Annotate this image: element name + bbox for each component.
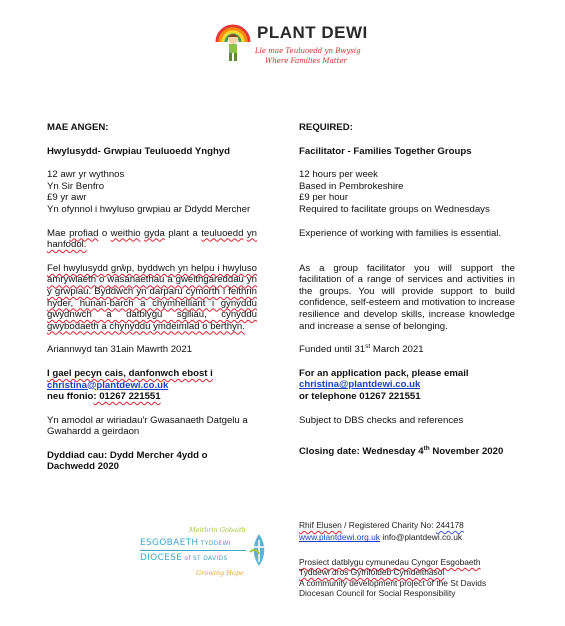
english-email-link[interactable]: christina@plantdewi.co.uk	[299, 379, 421, 391]
english-dbs: Subject to DBS checks and references	[299, 414, 464, 426]
project-english-line2: Diocesan Council for Social Responsibility	[299, 588, 456, 599]
brand-name: PLANT DEWI	[257, 23, 368, 42]
tagline-english: Where Families Matter	[265, 57, 347, 65]
website-link[interactable]: www.plantdewi.org.uk	[299, 532, 380, 543]
rainbow-child-icon	[213, 12, 253, 64]
diocese-english-name: DIOCESE of ST DAVIDS	[140, 553, 228, 563]
english-column	[299, 122, 515, 458]
footer-info	[299, 520, 529, 598]
english-description: As a group facilitator you will support the facilitation of a range of services and activities in the groups. You will provide support to build confidence, self-esteem and motivation to increase resilience and develop skills, increase knowledge and increase a sense of belonging.	[299, 262, 515, 332]
welsh-detail-pay: £9 yr awr	[47, 192, 87, 204]
project-english-line1: A community development project of the St Davids	[299, 577, 487, 588]
project-welsh-line1: Prosiect datblygu cymunedau Cyngor Esgobaeth	[299, 556, 481, 567]
welsh-details	[47, 169, 257, 215]
welsh-dbs: Yn amodol ar wiriadau'r Gwasanaeth Datgelu a Gwahardd a geirdaon	[47, 414, 248, 438]
welsh-role: Hwylusydd- Grwpiau Teuluoedd Ynghyd	[47, 145, 231, 157]
welsh-detail-location: Yn Sir Benfro	[47, 180, 105, 192]
welsh-apply-intro: I gael pecyn cais, danfonwch ebost i	[47, 367, 213, 379]
english-phone: or telephone 01267 221551	[299, 390, 421, 402]
diocese-welsh-motto: Meithrin Gobaith	[189, 526, 246, 534]
project-welsh-line2: Tyddewi dros Gyfrifoldeb Cymdeithasol	[299, 567, 445, 578]
english-details	[299, 169, 515, 215]
plant-dewi-logo	[213, 12, 373, 72]
tagline-welsh: Lle mae Teuluoedd yn Bwysig	[255, 47, 361, 55]
diocese-welsh-name: ESGOBAETH TYDDEWI	[140, 538, 231, 548]
charity-number: Rhif Elusen / Registered Charity No: 244178	[299, 520, 464, 530]
diocese-divider	[140, 550, 246, 551]
english-detail-pay: £9 per hour	[299, 192, 349, 204]
english-detail-hours: 12 hours per week	[299, 169, 378, 181]
english-role: Facilitator - Families Together Groups	[299, 145, 472, 157]
welsh-description: Fel hwylusydd grŵp, byddwch yn helpu i hwyluso amrywiaeth o wasanaethau a gweithgareddau yn y grwpiau. Byddwch yn darparu cymorth i feithrin hyder, hunan-barch a chymhelliant i gynyddu gwydnwch a datblygu sgiliau, cynyddu gwybodaeth a chynyddu ymdeimlad o berthyn.	[47, 262, 257, 332]
welsh-funded: Ariannwyd tan 31ain Mawrth 2021	[47, 344, 193, 356]
english-experience: Experience of working with families is essential.	[299, 227, 502, 239]
welsh-detail-requirement: Yn ofynnol i hwyluso grwpiau ar Ddydd Mercher	[47, 203, 251, 215]
welsh-phone: neu ffonio: 01267 221551	[47, 391, 161, 403]
english-apply-intro: For an application pack, please email	[299, 367, 469, 379]
welsh-heading: MAE ANGEN:	[47, 122, 109, 133]
welsh-closing: Dyddiad cau: Dydd Mercher 4ydd o Dachwedd 2020	[47, 449, 208, 473]
welsh-detail-hours: 12 awr yr wythnos	[47, 169, 125, 181]
footer-email: info@plantdewi.co.uk	[380, 532, 463, 543]
english-closing: Closing date: Wednesday 4th November 2020	[299, 444, 504, 458]
welsh-apply-block	[47, 368, 257, 403]
footer-contact	[299, 532, 529, 542]
english-heading: REQUIRED:	[299, 122, 353, 133]
welsh-column	[47, 122, 257, 473]
english-funded: Funded until 31st March 2021	[299, 342, 424, 356]
english-detail-requirement: Required to facilitate groups on Wednesdays	[299, 203, 490, 215]
diocese-logo	[132, 526, 277, 586]
diocese-english-motto: Growing Hope	[196, 569, 244, 577]
english-apply-block	[299, 368, 515, 403]
welsh-email-link[interactable]: christina@plantdewi.co.uk	[47, 379, 169, 391]
welsh-experience: Mae profiad o weithio gyda plant a teuluoedd yn hanfodol.	[47, 227, 257, 251]
leaf-cross-icon	[248, 532, 270, 568]
english-detail-location: Based in Pembrokeshire	[299, 180, 404, 192]
